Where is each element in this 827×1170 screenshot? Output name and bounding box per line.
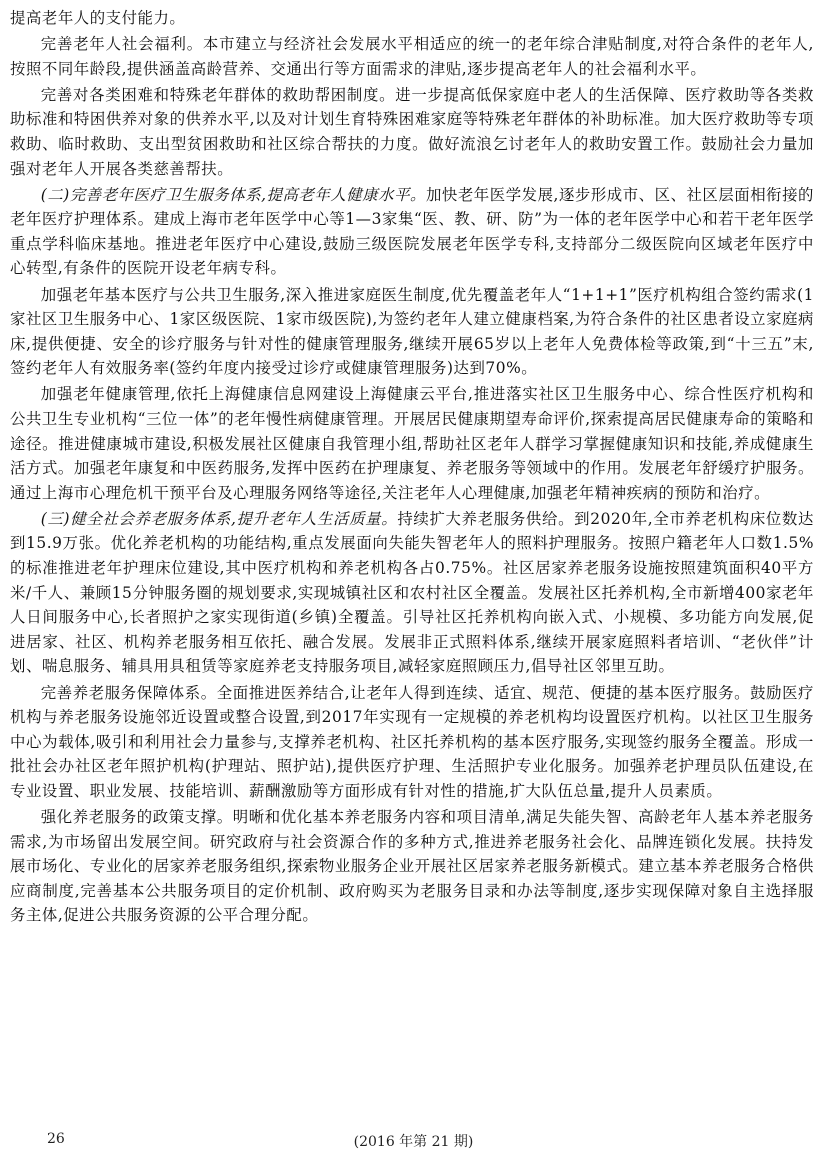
paragraph-1 <box>10 6 814 31</box>
paragraph-text: 加快老年医学发展,逐步形成市、区、社区层面相衔接的老年医疗护理体系。建成上海市老年医学中心等1—3家集“医、教、研、防”为一体的老年医学中心和若干老年医学重点学科临床基地。推进老年医疗中心建设,鼓励三级医院发展老年医学专科,支持部分二级医院向区域老年医疗中心转型,有条件的医院开设老年病专科。 <box>10 185 815 278</box>
paragraph-2 <box>10 32 814 81</box>
issue-label: (2016 年第 21 期) <box>353 1134 474 1150</box>
paragraph-text: 加强老年健康管理,依托上海健康信息网建设上海健康云平台,推进落实社区卫生服务中心、综合性医疗机构和公共卫生专业机构“三位一体”的老年慢性病健康管理。开展居民健康期望寿命评价,探索提高居民健康寿命的策略和途径。推进健康城市建设,积极发展社区健康自我管理小组,帮助社区老年人群学习掌握健康知识和技能,养成健康生活方式。加强老年康复和中医药服务,发挥中医药在护理康复、养老服务等领域中的作用。发展老年舒缓疗护服务。通过上海市心理危机干预平台及心理服务网络等途径,关注老年人心理健康,加强老年精神疾病的预防和治疗。 <box>10 385 814 502</box>
paragraph-text: 提高老年人的支付能力。 <box>10 9 186 27</box>
paragraph-text: 持续扩大养老服务供给。到2020年,全市养老机构床位数达到15.9万张。优化养老机构的功能结构,重点发展面向失能失智老年人的照料护理服务。按照户籍老年人口数1.5%的标准推进老年护理床位建设,其中医疗机构和养老机构各占0.75%。社区居家养老服务设施按照建筑面积40平方米/千人、兼顾15分钟服务圈的规划要求,实现城镇社区和农村社区全覆盖。发展社区托养机构,全市新增400家老年人日间服务中心,长者照护之家实现街道(乡镇)全覆盖。引导社区托养机构向嵌入式、小规模、多功能方向发展,促进居家、社区、机构养老服务相互依托、融合发展。发展非正式照料体系,继续开展家庭照料者培训、“老伙伴”计划、喘息服务、辅具用具租赁等家庭养老支持服务项目,减轻家庭照顾压力,倡导社区邻里互助。 <box>10 509 814 676</box>
page-number: 26 <box>47 1131 65 1147</box>
paragraph-text: 强化养老服务的政策支撑。明晰和优化基本养老服务内容和项目清单,满足失能失智、高龄老年人基本养老服务需求,为市场留出发展空间。研究政府与社会资源合作的多种方式,推进养老服务社会化、品牌连锁化发展。扶持发展市场化、专业化的居家养老服务组织,探索物业服务企业开展社区居家养老服务新模式。建立基本养老服务合格供应商制度,完善基本公共服务项目的定价机制、政府购买为老服务目录和办法等制度,逐步实现保障对象自主选择服务主体,促进公共服务资源的公平合理分配。 <box>10 808 814 925</box>
paragraph-6 <box>10 382 814 505</box>
paragraph-text: 加强老年基本医疗与公共卫生服务,深入推进家庭医生制度,优先覆盖老年人“1+1+1”医疗机构组合签约需求(1家社区卫生服务中心、1家区级医院、1家市级医院),为签约老年人建立健康档案,为符合条件的社区患者设立家庭病床,提供便捷、安全的诊疗服务与针对性的健康管理服务,继续开展65岁以上老年人免费体检等政策,到“十三五”末,签约老年人有效服务率(签约年度内接受过诊疗或健康管理服务)达到70%。 <box>10 285 814 378</box>
section-heading-3: (三)健全社会养老服务体系,提升老年人生活质量。 <box>40 509 398 528</box>
paragraph-9 <box>10 805 814 928</box>
paragraph-3 <box>10 83 814 181</box>
paragraph-8 <box>10 681 814 804</box>
paragraph-4 <box>10 183 814 281</box>
paragraph-7 <box>10 507 814 679</box>
page-footer <box>0 1131 827 1153</box>
paragraph-text: 完善对各类困难和特殊老年群体的救助帮困制度。进一步提高低保家庭中老人的生活保障、医疗救助等各类救助标准和特困供养对象的供养水平,以及对计划生育特殊困难家庭等特殊老年群体的补助标准。加大医疗救助等专项救助、临时救助、支出型贫困救助和社区综合帮扶的力度。做好流浪乞讨老年人的救助安置工作。鼓励社会力量加强对老年人开展各类慈善帮扶。 <box>10 85 814 178</box>
paragraph-text: 完善养老服务保障体系。全面推进医养结合,让老年人得到连续、适宜、规范、便捷的基本医疗服务。鼓励医疗机构与养老服务设施邻近设置或整合设置,到2017年实现有一定规模的养老机构均设置医疗机构。以社区卫生服务中心为载体,吸引和利用社会力量参与,支撑养老机构、社区托养机构的基本医疗服务,实现签约服务全覆盖。形成一批社会办社区老年照护机构(护理站、照护站),提供医疗护理、生活照护专业化服务。加强养老护理员队伍建设,在专业设置、职业发展、技能培训、薪酬激励等方面形成有针对性的措施,扩大队伍总量,提升人员素质。 <box>10 683 814 800</box>
section-heading-2: (二)完善老年医疗卫生服务体系,提高老年人健康水平。 <box>40 185 426 204</box>
paragraph-5 <box>10 283 814 381</box>
paragraph-text: 完善老年人社会福利。本市建立与经济社会发展水平相适应的统一的老年综合津贴制度,对符合条件的老年人,按照不同年龄段,提供涵盖高龄营养、交通出行等方面需求的津贴,逐步提高老年人的社会福利水平。 <box>10 35 814 78</box>
document-body <box>10 6 814 929</box>
